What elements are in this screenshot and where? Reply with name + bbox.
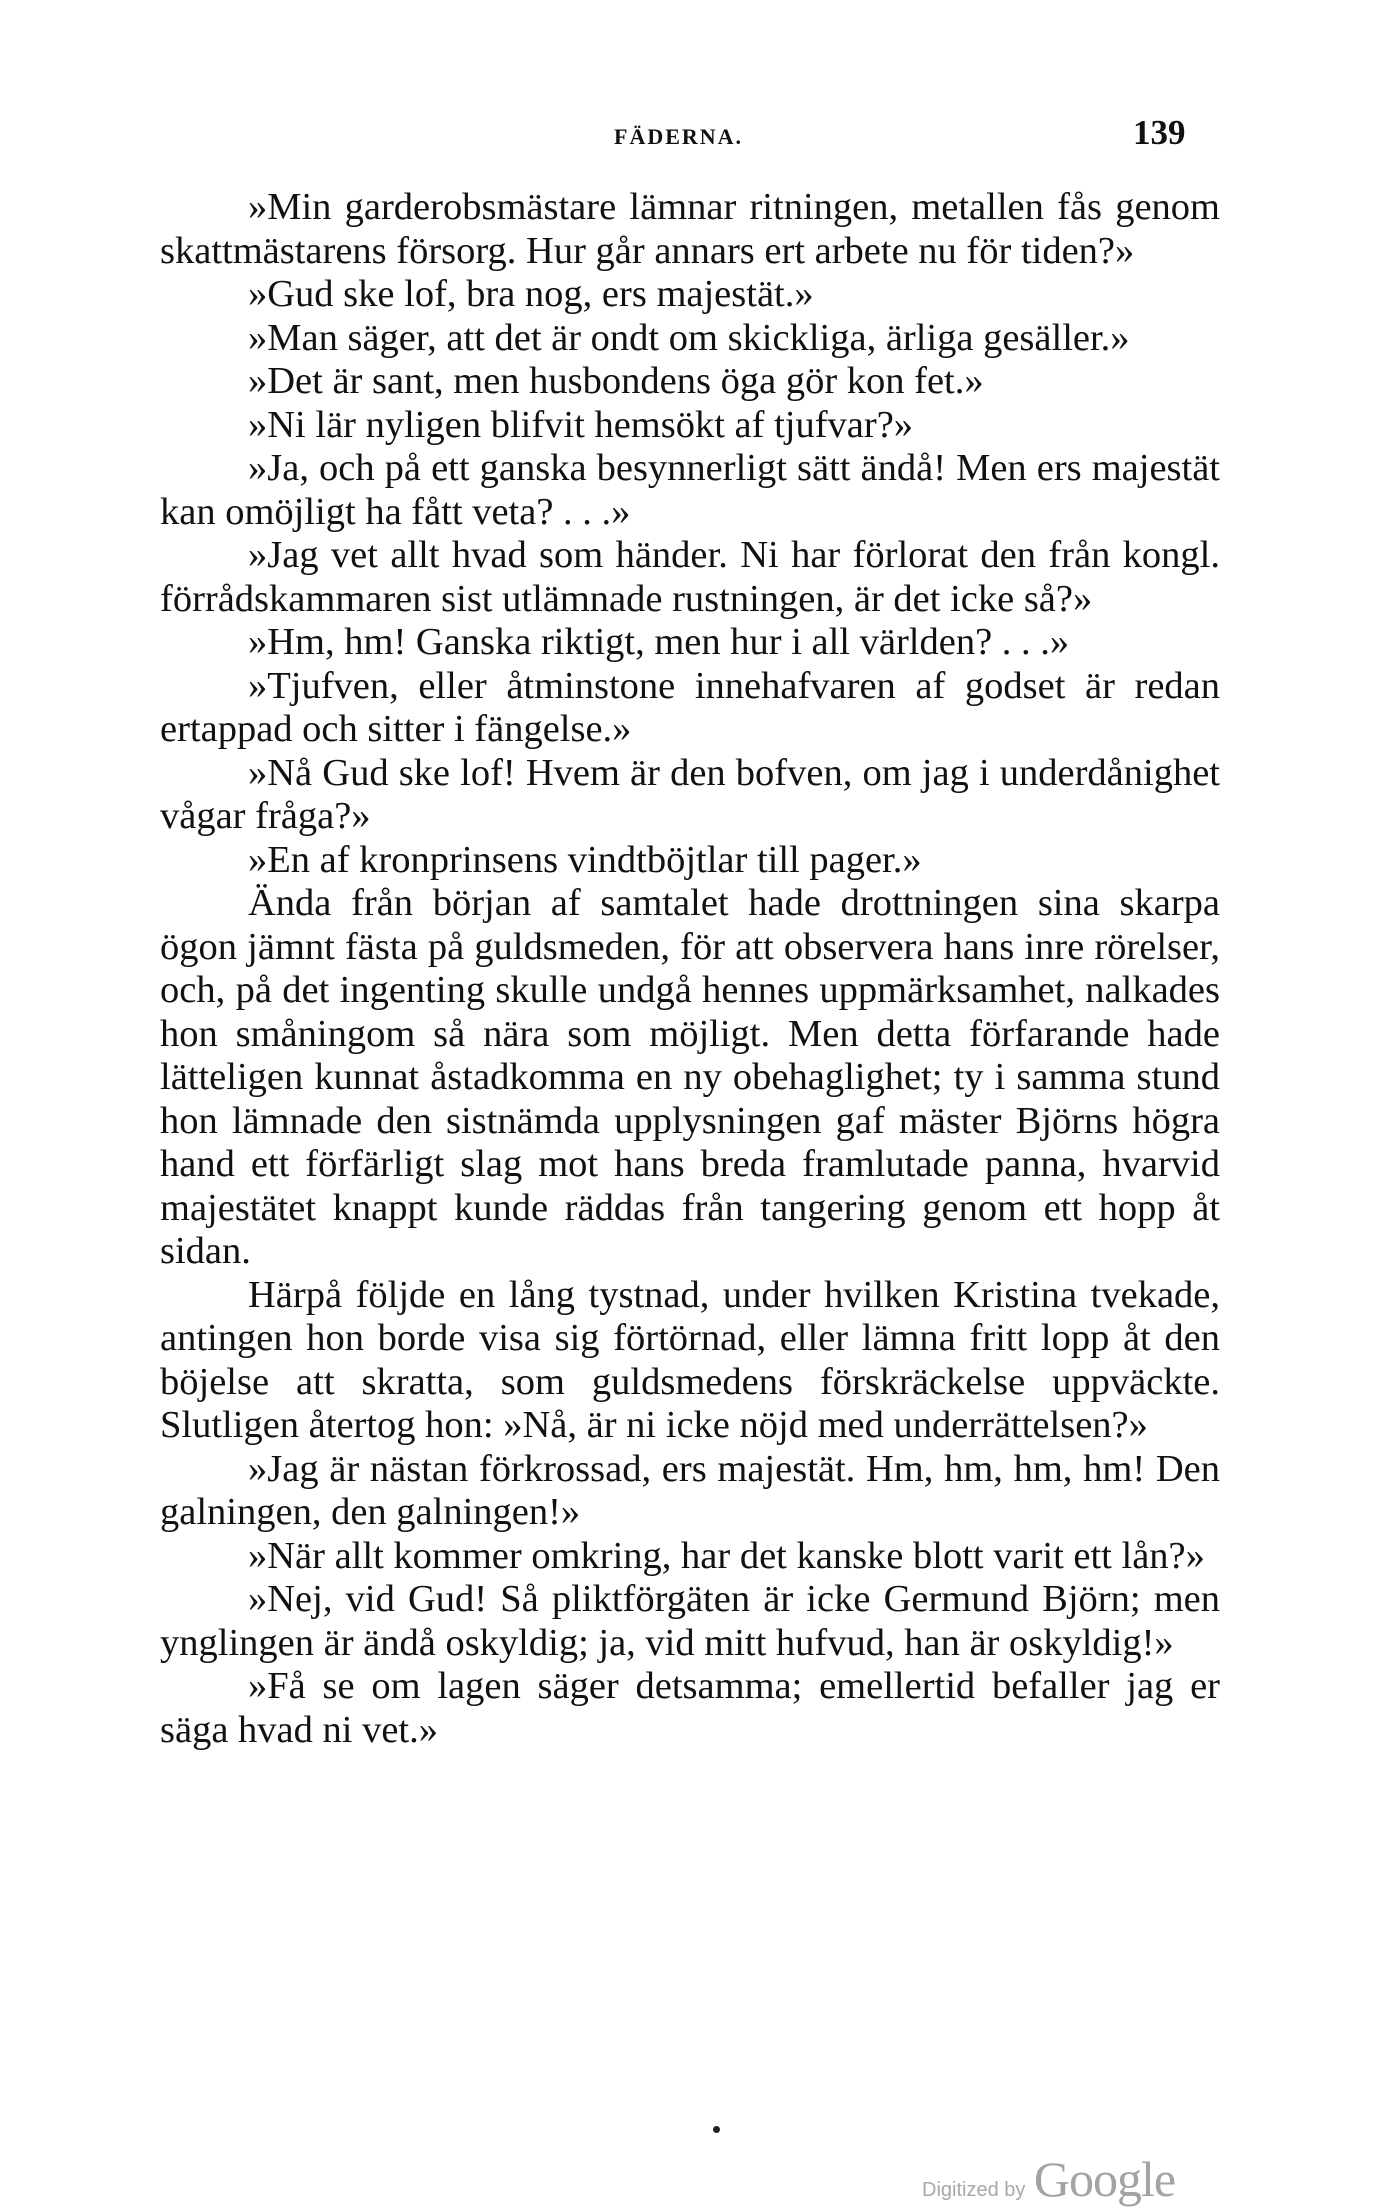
paragraph: »En af kronprinsens vindtböjtlar till pager.» — [248, 838, 922, 881]
paragraph: »Nej, vid Gud! Så pliktförgäten är icke Germund Björn; men ynglingen är ändå oskyldig; ja, vid mitt hufvud, han är oskyldig!» — [160, 1578, 1220, 1664]
paragraph: »Hm, hm! Ganska riktigt, men hur i all världen? . . .» — [248, 621, 1070, 663]
paragraph: »Det är sant, men husbondens öga gör kon fet.» — [248, 360, 984, 402]
paragraph: »Ja, och på ett ganska besynnerligt sätt ändå! Men ers majestät kan omöjligt ha fått veta? . . .» — [160, 447, 1220, 533]
paragraph: »Få se om lagen säger detsamma; emellertid befaller jag er säga hvad ni vet.» — [160, 1665, 1220, 1751]
ink-speck — [713, 2126, 720, 2133]
running-head — [0, 110, 1400, 160]
paragraph: »Min garderobsmästare lämnar ritningen, metallen fås genom skattmästarens försorg. Hur går annars ert arbete nu för tiden?» — [160, 186, 1220, 272]
paragraph: »Tjufven, eller åtminstone innehafvaren af godset är redan ertappad och sitter i fängelse.» — [160, 664, 1220, 750]
page-body — [160, 186, 1220, 1752]
paragraph: »När allt kommer omkring, har det kanske blott varit ett lån?» — [248, 1534, 1205, 1577]
digitized-label: Digitized by — [922, 2179, 1026, 2201]
paragraph: Ända från början af samtalet hade drottningen sina skarpa ögon jämnt fästa på guldsmeden, för att observera hans inre rörelser, och, på det ingenting skulle undgå hennes uppmärksamhet, nalkades hon småningom så nära som möjligt. Men detta förfarande hade lätteligen kunnat åstadkomma en ny obehaglighet; ty i samma stund hon lämnade den sistnämda upplysningen gaf mäster Björns högra hand ett förfärligt slag mot hans breda framlutade panna, hvarvid majestätet knappt kunde räddas från tangering genom ett hopp åt sidan. — [160, 882, 1220, 1272]
google-logo: Google — [1033, 2151, 1176, 2207]
paragraph: »Jag vet allt hvad som händer. Ni har förlorat den från kongl. förrådskammaren sist utlämnade rustningen, är det icke så?» — [160, 534, 1220, 620]
paragraph: »Man säger, att det är ondt om skickliga, ärliga gesäller.» — [248, 316, 1130, 359]
paragraph: »Gud ske lof, bra nog, ers majestät.» — [248, 273, 814, 315]
paragraph: »Ni lär nyligen blifvit hemsökt af tjufvar?» — [248, 403, 914, 446]
paragraph: »Jag är nästan förkrossad, ers majestät. Hm, hm, hm, hm! Den galningen, den galningen!» — [160, 1447, 1220, 1533]
running-head-title: FÄDERNA. — [614, 124, 744, 149]
page-number: 139 — [1133, 113, 1186, 152]
paragraph: Härpå följde en lång tystnad, under hvilken Kristina tvekade, antingen hon borde visa sig förtörnad, eller lämna fritt lopp åt den böjelse att skratta, som guldsmedens förskräckelse uppväckte. Slutligen återtog hon: »Nå, är ni icke nöjd med underrättelsen?» — [160, 1273, 1220, 1446]
paragraph: »Nå Gud ske lof! Hvem är den bofven, om jag i underdånighet vågar fråga?» — [160, 751, 1220, 837]
digitized-by-watermark — [922, 2150, 1176, 2207]
